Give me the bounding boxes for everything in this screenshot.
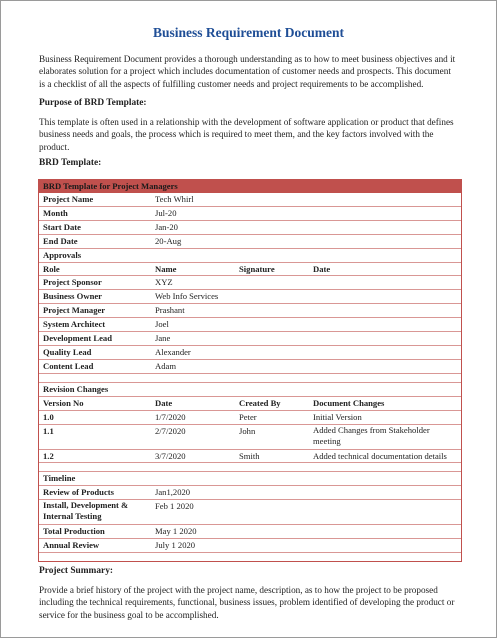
approval-name: Jane (151, 332, 461, 346)
table-row (39, 332, 461, 346)
header-row (39, 262, 461, 276)
column-header: Date (309, 262, 461, 276)
table-row (39, 449, 461, 463)
table-row (39, 345, 461, 359)
approval-name: Joel (151, 318, 461, 332)
revision-version: 1.1 (39, 424, 151, 449)
spacer-row (39, 553, 461, 562)
approval-role: Quality Lead (39, 345, 151, 359)
approval-role: Business Owner (39, 290, 151, 304)
section-row (39, 248, 461, 262)
table-row (39, 276, 461, 290)
approval-name: Alexander (151, 345, 461, 359)
revision-changes: Initial Version (309, 410, 461, 424)
table-banner-row (39, 180, 461, 193)
revision-date: 3/7/2020 (151, 449, 235, 463)
table-banner: BRD Template for Project Managers (39, 180, 461, 193)
approval-name: Adam (151, 359, 461, 373)
brd-table (38, 179, 462, 562)
revision-version: 1.2 (39, 449, 151, 463)
revision-changes: Added technical documentation details (309, 449, 461, 463)
approval-name: Web Info Services (151, 290, 461, 304)
info-value: Jan-20 (151, 220, 461, 234)
approval-role: Project Manager (39, 304, 151, 318)
table-row (39, 193, 461, 207)
table-row (39, 410, 461, 424)
revision-author: Smith (235, 449, 309, 463)
table-row (39, 486, 461, 500)
revision-version: 1.0 (39, 410, 151, 424)
table-row (39, 539, 461, 553)
timeline-label: Review of Products (39, 486, 151, 500)
approval-name: XYZ (151, 276, 461, 290)
timeline-value: May 1 2020 (151, 525, 461, 539)
section-row (39, 382, 461, 396)
table-row (39, 220, 461, 234)
table-row (39, 424, 461, 449)
approval-role: System Architect (39, 318, 151, 332)
approval-role: Development Lead (39, 332, 151, 346)
revision-author: John (235, 424, 309, 449)
column-header: Signature (235, 262, 309, 276)
table-row (39, 290, 461, 304)
document-title: Business Requirement Document (152, 25, 344, 40)
intro-paragraph: Business Requirement Document provides a thorough understanding as to how to meet business objectives and it elaborates solution for a project which includes documentation of customer needs and prospects. This document is a checklist of all the aspects of fulfilling customer needs and project requirements to be accomplished. (39, 54, 456, 89)
column-header: Name (151, 262, 235, 276)
revision-changes: Added Changes from Stakeholder meeting (309, 424, 461, 449)
column-header: Date (151, 396, 235, 410)
timeline-value: Jan1,2020 (151, 486, 461, 500)
column-header: Version No (39, 396, 151, 410)
info-label: End Date (39, 234, 151, 248)
approval-role: Content Lead (39, 359, 151, 373)
info-value: 20-Aug (151, 234, 461, 248)
timeline-label: Install, Development & Internal Testing (39, 500, 151, 525)
table-row (39, 500, 461, 525)
timeline-title: Timeline (39, 472, 461, 486)
info-label: Project Name (39, 193, 151, 207)
revisions-title: Revision Changes (39, 382, 461, 396)
table-row (39, 234, 461, 248)
timeline-label: Annual Review (39, 539, 151, 553)
purpose-paragraph: This template is often used in a relationship with the development of software application or product that defines business needs and goals, the process which is required to meet them, and the key factors involved with the product. (39, 117, 454, 152)
approvals-title: Approvals (39, 248, 461, 262)
info-label: Month (39, 206, 151, 220)
table-row (39, 318, 461, 332)
approval-role: Project Sponsor (39, 276, 151, 290)
section-row (39, 472, 461, 486)
spacer-row (39, 373, 461, 382)
column-header: Role (39, 262, 151, 276)
summary-paragraph: Provide a brief history of the project with the project name, description, as to how the project to be proposed including the technical requirements, functional, business issues, problem identified of developing the product or service for the business goal to be accomplished. (39, 585, 455, 620)
column-header: Created By (235, 396, 309, 410)
table-row (39, 206, 461, 220)
timeline-value: July 1 2020 (151, 539, 461, 553)
table-row (39, 525, 461, 539)
summary-heading: Project Summary: (39, 566, 114, 576)
info-value: Tech Whirl (151, 193, 461, 207)
template-heading: BRD Template: (39, 158, 102, 168)
timeline-label: Total Production (39, 525, 151, 539)
approval-name: Prashant (151, 304, 461, 318)
revision-date: 2/7/2020 (151, 424, 235, 449)
revision-date: 1/7/2020 (151, 410, 235, 424)
purpose-heading: Purpose of BRD Template: (39, 98, 147, 108)
column-header: Document Changes (309, 396, 461, 410)
revision-author: Peter (235, 410, 309, 424)
table-row (39, 304, 461, 318)
table-row (39, 359, 461, 373)
spacer-row (39, 463, 461, 472)
header-row (39, 396, 461, 410)
info-label: Start Date (39, 220, 151, 234)
timeline-value: Feb 1 2020 (151, 500, 461, 525)
info-value: Jul-20 (151, 206, 461, 220)
